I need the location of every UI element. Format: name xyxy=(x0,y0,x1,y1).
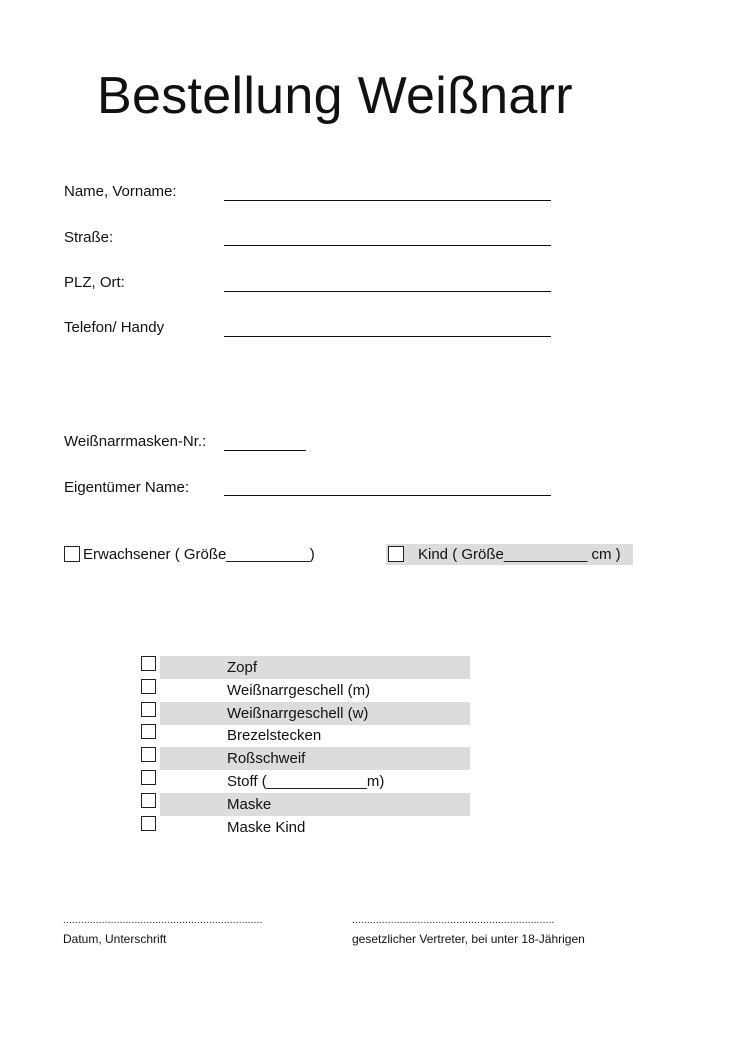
item-label: Roßschweif xyxy=(227,750,306,767)
phone-field[interactable] xyxy=(224,336,551,337)
item-checkbox-geschell-w[interactable] xyxy=(141,702,156,717)
mask-number-label: Weißnarrmasken-Nr.: xyxy=(64,433,207,450)
owner-label: Eigentümer Name: xyxy=(64,479,190,496)
mask-number-field[interactable] xyxy=(224,450,306,451)
item-checkbox-maske-kind[interactable] xyxy=(141,816,156,831)
adult-size-label: Erwachsener ( Größe__________) xyxy=(83,546,315,563)
page-title: Bestellung Weißnarr xyxy=(97,67,573,125)
phone-label: Telefon/ Handy xyxy=(64,319,165,336)
item-label: Stoff (____________m) xyxy=(227,773,385,790)
signature-label-right: gesetzlicher Vertreter, bei unter 18-Jährigen xyxy=(352,932,585,946)
item-label: Maske Kind xyxy=(227,819,306,836)
item-row-shade xyxy=(160,747,470,770)
signature-label-left: Datum, Unterschrift xyxy=(63,932,167,946)
name-label: Name, Vorname: xyxy=(64,183,177,200)
item-checkbox-maske[interactable] xyxy=(141,793,156,808)
child-checkbox[interactable] xyxy=(388,546,404,562)
signature-line-left[interactable]: ................................................................... xyxy=(63,915,263,926)
street-field[interactable] xyxy=(224,245,551,246)
city-label: PLZ, Ort: xyxy=(64,274,125,291)
item-row-shade xyxy=(160,656,470,679)
item-checkbox-zopf[interactable] xyxy=(141,656,156,671)
item-checkbox-rossschweif[interactable] xyxy=(141,747,156,762)
signature-line-right[interactable]: .................................................................... xyxy=(352,915,555,926)
item-checkbox-stoff[interactable] xyxy=(141,770,156,785)
items-list xyxy=(141,656,470,840)
city-field[interactable] xyxy=(224,291,551,292)
item-row-shade xyxy=(160,793,470,816)
adult-checkbox[interactable] xyxy=(64,546,80,562)
street-label: Straße: xyxy=(64,229,114,246)
item-label: Weißnarrgeschell (m) xyxy=(227,682,371,699)
item-checkbox-brezelstecken[interactable] xyxy=(141,724,156,739)
item-label: Brezelstecken xyxy=(227,727,322,744)
name-field[interactable] xyxy=(224,200,551,201)
item-label: Zopf xyxy=(227,659,258,676)
owner-field[interactable] xyxy=(224,495,551,496)
item-label: Maske xyxy=(227,796,272,813)
item-label: Weißnarrgeschell (w) xyxy=(227,705,369,722)
item-checkbox-geschell-m[interactable] xyxy=(141,679,156,694)
child-size-label: Kind ( Größe__________ cm ) xyxy=(418,546,621,563)
